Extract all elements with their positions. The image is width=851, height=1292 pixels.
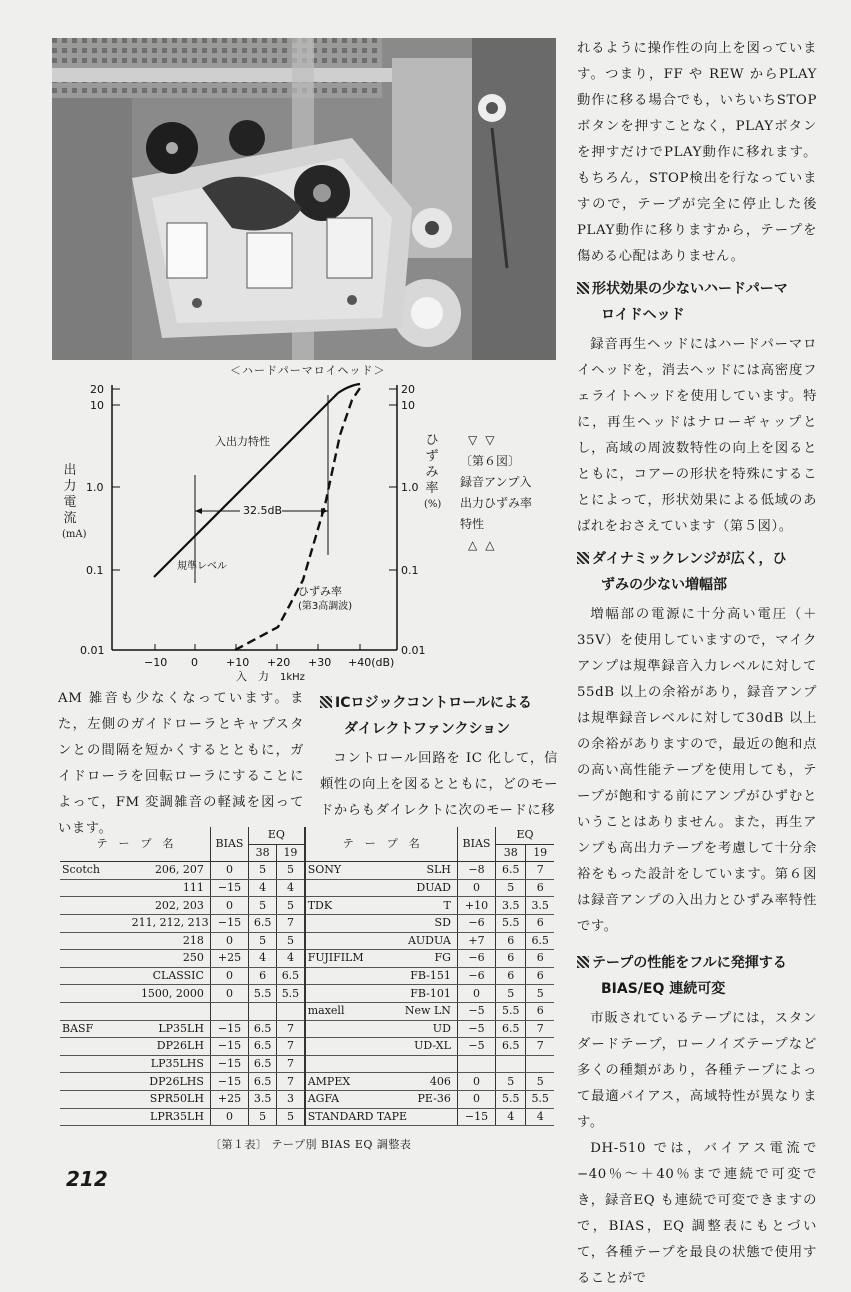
label-distortion-sub: (第3高調波) [298, 601, 353, 612]
table-cell-rbias: 0 [457, 1090, 495, 1108]
table-cell-rbias: 0 [457, 879, 495, 897]
table-cell-lm: LPR35LH [130, 1108, 211, 1126]
table-cell-rbias: −15 [457, 1108, 495, 1126]
heading-mark-icon [577, 552, 589, 564]
section-heading: テープの性能をフルに発揮する BIAS/EQ 連続可変 [577, 950, 817, 1002]
page-number: 212 [66, 1167, 108, 1191]
table-cell-l19: 7 [277, 1020, 305, 1038]
table-cell-r38: 6.5 [496, 862, 526, 880]
table-cell-lm: 1500, 2000 [130, 985, 211, 1003]
label-io-characteristic: 入出力特性 [215, 435, 270, 448]
table-cell-l19 [277, 1002, 305, 1020]
header-38: 38 [249, 844, 277, 862]
table-row [60, 879, 554, 897]
table-cell-r38: 4 [496, 1108, 526, 1126]
table-cell-lb [60, 1055, 130, 1073]
x-tick: 0 [191, 656, 198, 669]
y-tick-right: 10 [401, 399, 415, 412]
table-cell-l19: 7 [277, 1038, 305, 1056]
table-cell-rbias: 0 [457, 985, 495, 1003]
tape-bias-eq-table [60, 827, 554, 1126]
table-row [60, 1038, 554, 1056]
table-cell-lb: BASF [60, 1020, 130, 1038]
paragraph: コントロール回路を IC 化して，信頼性の向上を図るとともに，どのモードからもダイレクトに次のモードに移 [320, 751, 558, 818]
table-cell-rm [377, 1055, 458, 1073]
header-eq: EQ [496, 827, 554, 844]
table-cell-rm: New LN [377, 1002, 458, 1020]
table-cell-r19: 6 [526, 914, 554, 932]
table-cell-lbias: −15 [210, 1020, 248, 1038]
x-axis-sublabel: 1kHz [280, 672, 305, 683]
table-cell-r38: 5.5 [496, 1002, 526, 1020]
table-cell-l38: 6.5 [249, 914, 277, 932]
table-cell-rm: AUDUA [377, 932, 458, 950]
y-tick-left: 10 [90, 399, 104, 412]
table-cell-r38: 6.5 [496, 1038, 526, 1056]
table-cell-l38: 6.5 [249, 1055, 277, 1073]
table-cell-r19: 5.5 [526, 1090, 554, 1108]
table-cell-rbias: −6 [457, 950, 495, 968]
table-cell-l19: 3 [277, 1090, 305, 1108]
table-cell-l19: 7 [277, 914, 305, 932]
table-cell-r38: 5.5 [496, 1090, 526, 1108]
table-cell-l38: 3.5 [249, 1090, 277, 1108]
table-cell-lbias: +25 [210, 1090, 248, 1108]
table-cell-r19: 6 [526, 967, 554, 985]
table-cell-lbias: 0 [210, 932, 248, 950]
table-cell-r19: 5 [526, 985, 554, 1003]
paragraph: れるように操作性の向上を図っています。つまり，FF や REW からPLAY動作に移る場合でも，いちいちSTOPボタンを押すことなく，PLAYボタンを押すだけでPLAY動作に移れます。もちろん，STOP検出を行なっていますので，テープが完全に停止した後PLAY動作に移りますから，テープを傷める心配はありません。 [577, 41, 817, 264]
caption-line: 出力ひずみ率 [460, 496, 533, 510]
table-cell-r19: 3.5 [526, 897, 554, 915]
x-tick: −10 [144, 656, 168, 669]
table-cell-lbias: 0 [210, 897, 248, 915]
head-assembly-photo [52, 38, 556, 360]
table-cell-l38: 4 [249, 950, 277, 968]
table-cell-rb: SONY [305, 862, 377, 880]
table-cell-l38: 5 [249, 897, 277, 915]
caption-line: 録音アンプ入 [460, 475, 532, 489]
header-19: 19 [277, 844, 305, 862]
table-row [60, 1073, 554, 1091]
y-tick-right: 0.1 [401, 564, 419, 577]
paragraph: DH-510 では，バイアス電流で−40％〜＋40％まで連続で可変でき，録音EQ も連続で可変できますので，BIAS，EQ 調整表にもとづいて，各種テープを最良の状態で使用することがで [577, 1141, 817, 1286]
table-cell-lm: 211, 212, 213 [130, 914, 211, 932]
table-cell-r19: 6 [526, 1002, 554, 1020]
table-cell-lbias: −15 [210, 914, 248, 932]
y-tick-left: 1.0 [86, 481, 104, 494]
table-cell-rb: STANDARD TAPE [305, 1108, 377, 1126]
table-cell-rb: maxell [305, 1002, 377, 1020]
table-cell-l38: 5 [249, 862, 277, 880]
table-cell-l19: 4 [277, 950, 305, 968]
table-cell-l19: 5 [277, 862, 305, 880]
caption-title: 〔第６図〕 [460, 454, 521, 468]
section-heading: 形状効果の少ないハードパーマ ロイドヘッド [577, 276, 817, 328]
table-cell-lb [60, 879, 130, 897]
right-axis-label: ひ ず み 率 (%) [424, 433, 442, 510]
x-tick: +10 [226, 656, 250, 669]
table-cell-lbias: 0 [210, 1108, 248, 1126]
left-column-paragraph: AM 雑音も少なくなっています。また，左側のガイドローラとキャプスタンとの間隔を短かくするとともに，ガイドローラを回転ローラにすることによって，FM 変調雑音の軽減を図っています。 [58, 691, 304, 836]
table-cell-l19: 4 [277, 879, 305, 897]
table-cell-rm: T [377, 897, 458, 915]
table-cell-r38: 5.5 [496, 914, 526, 932]
table-cell-lm: 206, 207 [130, 862, 211, 880]
table-cell-l38: 5 [249, 932, 277, 950]
table-cell-r38: 6.5 [496, 1020, 526, 1038]
table-cell-r38: 6 [496, 950, 526, 968]
table-cell-lb: Scotch [60, 862, 130, 880]
table-cell-rbias: +10 [457, 897, 495, 915]
x-tick: +40(dB) [348, 656, 395, 669]
table-cell-rb [305, 914, 377, 932]
table-cell-rb [305, 985, 377, 1003]
table-cell-rbias: −8 [457, 862, 495, 880]
table-cell-lm: 202, 203 [130, 897, 211, 915]
table-cell-r19: 7 [526, 1020, 554, 1038]
table-cell-lbias: −15 [210, 879, 248, 897]
table-cell-rm: PE-36 [377, 1090, 458, 1108]
table-cell-lm: CLASSIC [130, 967, 211, 985]
table-cell-l38: 6.5 [249, 1038, 277, 1056]
table-cell-r38: 6 [496, 967, 526, 985]
table-cell-lbias: +25 [210, 950, 248, 968]
table-cell-r19: 6 [526, 879, 554, 897]
table-cell-rb: AMPEX [305, 1073, 377, 1091]
table-cell-rm: UD [377, 1020, 458, 1038]
header-bias: BIAS [457, 827, 495, 862]
table-cell-l19: 5.5 [277, 985, 305, 1003]
table-cell-rb [305, 1038, 377, 1056]
table-cell-rbias [457, 1055, 495, 1073]
table-row [60, 1020, 554, 1038]
table-cell-r19: 5 [526, 1073, 554, 1091]
section-heading: ICロジックコントロールによる ダイレクトファンクション [320, 690, 558, 742]
table-cell-l19: 6.5 [277, 967, 305, 985]
table-cell-lb [60, 1090, 130, 1108]
label-reference-level: 規準レベル [177, 561, 227, 572]
header-38: 38 [496, 844, 526, 862]
label-distortion: ひずみ率 [298, 585, 342, 598]
x-axis-label: 入 力 [236, 670, 269, 683]
table-cell-l38 [249, 1002, 277, 1020]
table-cell-lbias [210, 1002, 248, 1020]
table-cell-r19: 4 [526, 1108, 554, 1126]
table-cell-l19: 7 [277, 1073, 305, 1091]
section-heading: ダイナミックレンジが広く，ひ ずみの少ない増幅部 [577, 546, 817, 598]
table-cell-rm: 406 [377, 1073, 458, 1091]
label-32-5db: 32.5dB [243, 504, 283, 517]
table-cell-r19: 6.5 [526, 932, 554, 950]
table-cell-l19: 5 [277, 1108, 305, 1126]
table-cell-r19: 6 [526, 950, 554, 968]
table-cell-rbias: +7 [457, 932, 495, 950]
table-row [60, 1002, 554, 1020]
table-cell-l38: 6.5 [249, 1073, 277, 1091]
table-cell-l19: 5 [277, 897, 305, 915]
table-caption: 〔第１表〕 テープ別 BIAS EQ 調整表 [210, 1138, 412, 1151]
table-cell-lm: SPR50LH [130, 1090, 211, 1108]
table-cell-l38: 6.5 [249, 1020, 277, 1038]
table-cell-rm: DUAD [377, 879, 458, 897]
table-cell-lm: DP26LH [130, 1038, 211, 1056]
y-tick-right: 1.0 [401, 481, 419, 494]
table-cell-lb [60, 1073, 130, 1091]
header-19: 19 [526, 844, 554, 862]
table-cell-rm: FB-151 [377, 967, 458, 985]
table-cell-rm: UD-XL [377, 1038, 458, 1056]
x-tick: +30 [308, 656, 332, 669]
table-cell-lbias: 0 [210, 862, 248, 880]
y-tick-left: 0.01 [80, 644, 105, 657]
table-cell-rbias: −5 [457, 1038, 495, 1056]
table-cell-l19: 7 [277, 1055, 305, 1073]
paragraph: 増幅部の電源に十分高い電圧（＋35V）を使用していますので，マイクアンプは規準録音入力レベルに対して55dB 以上の余裕があり，録音アンプは規準録音レベルに対して30dB 以上の余裕がありますので，最近の飽和点の高い高性能テープを使用しても，テープが飽和する前にアンプがひずむということはありません。また，再生アンプも高出力テープを考慮して十分余裕をもった設計をしています。第６図は録音アンプの入出力とひずみ率特性です。 [577, 607, 817, 934]
table-cell-r38: 6 [496, 932, 526, 950]
table-cell-rb [305, 1020, 377, 1038]
heading-mark-icon [320, 696, 332, 708]
io-characteristic-line [154, 393, 338, 577]
table-cell-r38: 3.5 [496, 897, 526, 915]
table-cell-lb [60, 914, 130, 932]
paragraph: 市販されているテープには，スタンダードテープ，ローノイズテープなど多くの種類があり，各種テープによって最適バイアス，高域特性が異なります。 [577, 1011, 817, 1130]
table-cell-rb [305, 967, 377, 985]
table-row [60, 1108, 554, 1126]
table-cell-rb [305, 1055, 377, 1073]
table-cell-r38: 5 [496, 879, 526, 897]
caption-triangles-bottom: △△ [468, 538, 503, 552]
table-cell-rbias: −6 [457, 914, 495, 932]
table-row [60, 967, 554, 985]
header-tape-name: テ ー プ 名 [60, 827, 210, 862]
table-cell-l19: 5 [277, 932, 305, 950]
header-bias: BIAS [210, 827, 248, 862]
table-row [60, 914, 554, 932]
table-cell-rm: SD [377, 914, 458, 932]
caption-triangles-top: ▽▽ [468, 433, 503, 447]
table-cell-lbias: 0 [210, 967, 248, 985]
figure-6-graph [40, 375, 460, 685]
header-tape-name: テ ー プ 名 [305, 827, 458, 862]
table-cell-l38: 4 [249, 879, 277, 897]
table-cell-r38: 5 [496, 985, 526, 1003]
table-row [60, 1055, 554, 1073]
table-cell-lm: DP26LHS [130, 1073, 211, 1091]
table-cell-rm: SLH [377, 862, 458, 880]
table-cell-lm [130, 1002, 211, 1020]
right-column [577, 36, 817, 1292]
table-cell-r19: 7 [526, 1038, 554, 1056]
table-cell-rb: TDK [305, 897, 377, 915]
table-cell-lb [60, 950, 130, 968]
y-tick-left: 0.1 [86, 564, 104, 577]
y-tick-right: 0.01 [401, 644, 426, 657]
y-tick-right: 20 [401, 383, 415, 396]
middle-column [320, 690, 558, 824]
table-row [60, 950, 554, 968]
table-cell-rbias: −6 [457, 967, 495, 985]
table-cell-l38: 5.5 [249, 985, 277, 1003]
table-cell-r19 [526, 1055, 554, 1073]
table-cell-rbias: −5 [457, 1020, 495, 1038]
table-cell-lm: 111 [130, 879, 211, 897]
table-cell-lbias: −15 [210, 1073, 248, 1091]
table-cell-rb [305, 932, 377, 950]
table-cell-rm: FB-101 [377, 985, 458, 1003]
table-cell-lbias: −15 [210, 1038, 248, 1056]
header-eq: EQ [249, 827, 305, 844]
y-tick-left: 20 [90, 383, 104, 396]
table-cell-lm: LP35LHS [130, 1055, 211, 1073]
table-cell-lb [60, 932, 130, 950]
table-cell-r38 [496, 1055, 526, 1073]
table-cell-r19: 7 [526, 862, 554, 880]
table-cell-lb [60, 1108, 130, 1126]
table-row [60, 897, 554, 915]
x-tick: +20 [267, 656, 291, 669]
table-cell-lb [60, 1038, 130, 1056]
table-row [60, 862, 554, 880]
table-cell-rbias: 0 [457, 1073, 495, 1091]
table-row [60, 932, 554, 950]
table-cell-rb [305, 879, 377, 897]
table-cell-lm: 250 [130, 950, 211, 968]
figure-6-caption [460, 430, 550, 556]
table-cell-lm: 218 [130, 932, 211, 950]
table-cell-rb: AGFA [305, 1090, 377, 1108]
table-cell-l38: 6 [249, 967, 277, 985]
table-row [60, 1090, 554, 1108]
table-cell-l38: 5 [249, 1108, 277, 1126]
table-cell-r38: 5 [496, 1073, 526, 1091]
heading-mark-icon [577, 956, 589, 968]
table-cell-lbias: 0 [210, 985, 248, 1003]
paragraph: 録音再生ヘッドにはハードパーマロイヘッドを，消去ヘッドには高密度フェライトヘッドを使用しています。特に，再生ヘッドはナローギャップとし，高域の周波数特性の向上を図るとともに，コアーの形状を特殊にすることによって，形状効果による低域のあばれをおさえています（第５図）。 [577, 337, 817, 534]
left-axis-label: 出 力 電 流 (mA) [62, 463, 87, 540]
table-cell-lb [60, 985, 130, 1003]
photo-caption: ＜ハードパーマロイヘッド＞ [230, 364, 386, 377]
table-row [60, 985, 554, 1003]
table-cell-lb [60, 1002, 130, 1020]
table-cell-rm: FG [377, 950, 458, 968]
table-cell-rbias: −5 [457, 1002, 495, 1020]
table-cell-lbias: −15 [210, 1055, 248, 1073]
table-cell-lm: LP35LH [130, 1020, 211, 1038]
table-cell-lb [60, 967, 130, 985]
table-cell-lb [60, 897, 130, 915]
caption-line: 特性 [460, 517, 485, 531]
table-cell-rb: FUJIFILM [305, 950, 377, 968]
heading-mark-icon [577, 282, 589, 294]
